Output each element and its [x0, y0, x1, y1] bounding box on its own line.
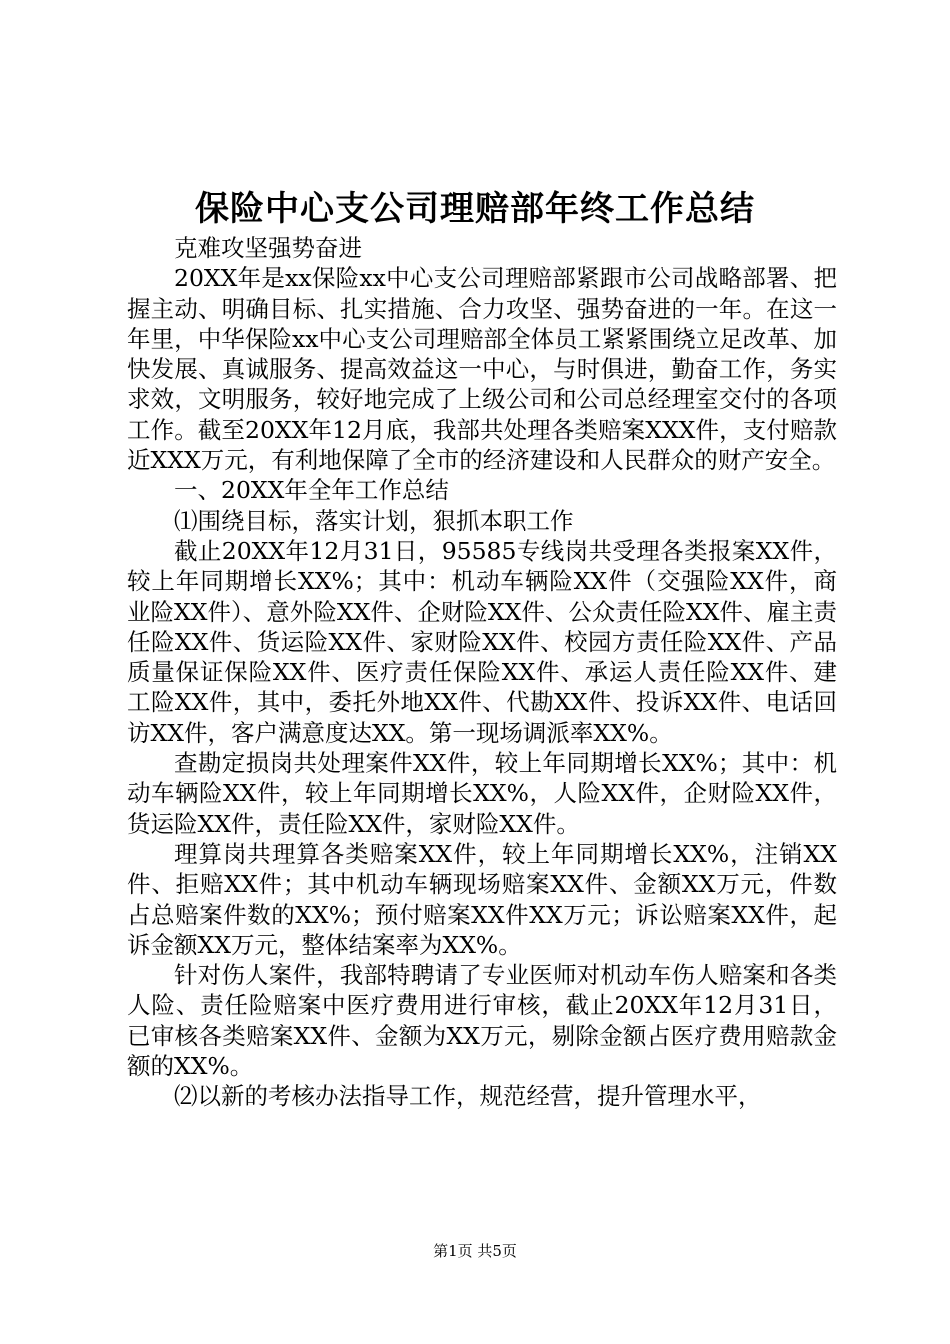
body-paragraph: 理算岗共理算各类赔案XX件，较上年同期增长XX%，注销XX件、拒赔XX件；其中机动车辆现场赔案XX件、金额XX万元，件数占总赔案件数的XX%；预付赔案XX件XX万元；诉讼赔案XX件，起诉金额XX万元，整体结案率为XX%。 — [127, 839, 837, 959]
body-paragraph: 针对伤人案件，我部特聘请了专业医师对机动车伤人赔案和各类人险、责任险赔案中医疗费用进行审核，截止20XX年12月31日，已审核各类赔案XX件、金额为XX万元，剔除金额占医疗费用赔款金额的XX%。 — [127, 961, 837, 1081]
document-body — [127, 233, 837, 1112]
subsection-heading: ⑵以新的考核办法指导工作，规范经营，提升管理水平， — [174, 1082, 762, 1111]
document-title: 保险中心支公司理赔部年终工作总结 — [195, 189, 755, 229]
section-heading: 一、20XX年全年工作总结 — [174, 476, 449, 505]
body-paragraph: 查勘定损岗共处理案件XX件，较上年同期增长XX%；其中：机动车辆险XX件，较上年同期增长XX%，人险XX件，企财险XX件，货运险XX件，责任险XX件，家财险XX件。 — [127, 749, 837, 838]
subtitle-paragraph: 克难攻坚强势奋进 — [174, 234, 362, 262]
body-paragraph: 截止20XX年12月31日，95585专线岗共受理各类报案XX件，较上年同期增长XX%；其中：机动车辆险XX件（交强险XX件，商业险XX件）、意外险XX件、企财险XX件、公众责任险XX件、雇主责任险XX件、货运险XX件、家财险XX件、校园方责任险XX件、产品质量保证保险XX件、医疗责任保险XX件、承运人责任险XX件、建工险XX件，其中，委托外地XX件、代勘XX件、投诉XX件、电话回访XX件，客户满意度达XX。第一现场调派率XX%。 — [127, 536, 837, 747]
intro-paragraph: 20XX年是xx保险xx中心支公司理赔部紧跟市公司战略部署、把握主动、明确目标、扎实措施、合力攻坚、强势奋进的一年。在这一年里，中华保险xx中心支公司理赔部全体员工紧紧围绕立足改革、加快发展、真诚服务、提高效益这一中心，与时俱进，勤奋工作，务实求效，文明服务，较好地完成了上级公司和公司总经理室交付的各项工作。截至20XX年12月底，我部共处理各类赔案XXX件，支付赔款近XXX万元，有利地保障了全市的经济建设和人民群众的财产安全。 — [127, 264, 837, 475]
page-number-footer: 第1页 共5页 — [433, 1242, 517, 1260]
subsection-heading: ⑴围绕目标，落实计划，狠抓本职工作 — [174, 506, 574, 535]
